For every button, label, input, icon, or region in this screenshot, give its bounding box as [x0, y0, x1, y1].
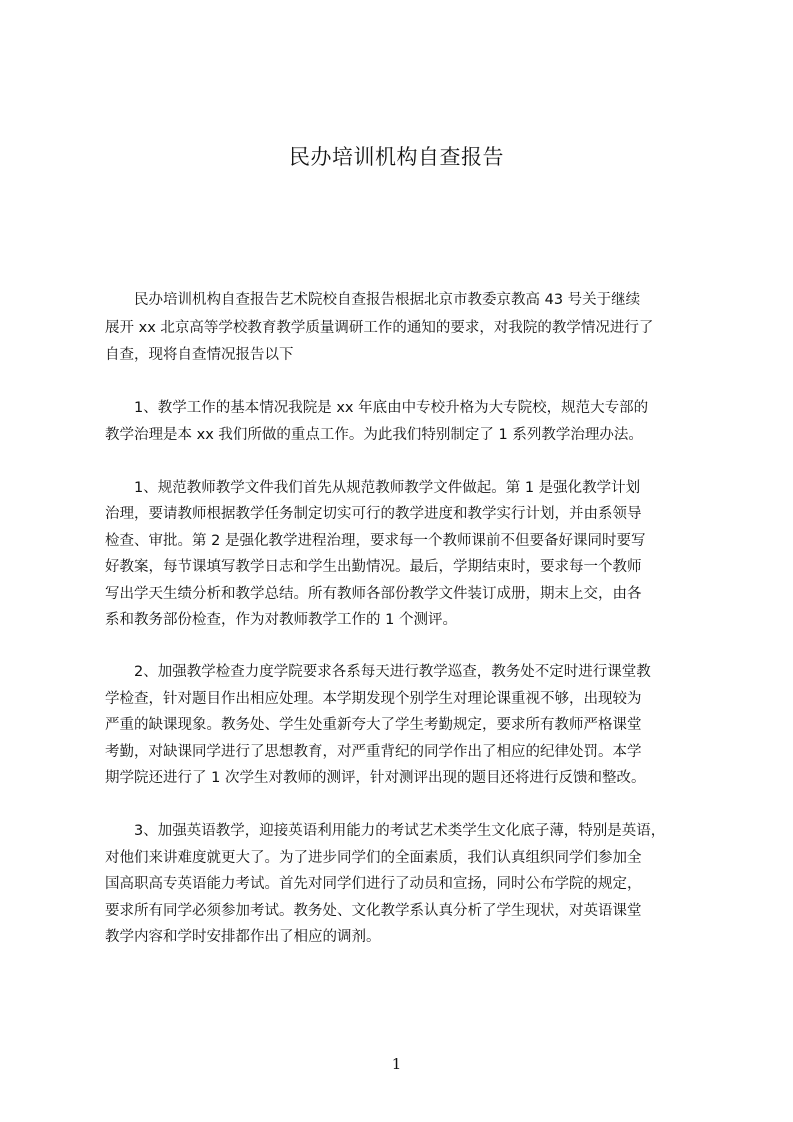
paragraph-1-line-3: 自查，现将自查情况报告以下 — [105, 347, 294, 363]
paragraph-2-line-2: 教学治理是本 xx 我们所做的重点工作。为此我们特别制定了 1 系列教学治理办法。 — [105, 427, 643, 443]
document-title: 民办培训机构自查报告 — [289, 145, 504, 169]
paragraph-1-line-1: 民办培训机构自查报告艺术院校自查报告根据北京市教委京教高 43 号关于继续 — [105, 292, 641, 308]
paragraph-5-line-3: 国高职高专英语能力考试。首先对同学们进行了动员和宣扬，同时公布学院的规定， — [105, 876, 642, 892]
paragraph-4-line-5: 期学院还进行了 1 次学生对教师的测评，针对测评出现的题目还将进行反馈和整改。 — [105, 770, 646, 786]
paragraph-1-line-2: 展开 xx 北京高等学校教育教学质量调研工作的通知的要求，对我院的教学情况进行了 — [105, 320, 654, 336]
paragraph-3-line-4: 好教案，每节课填写教学日志和学生出勤情况。最后，学期结束时，要求每一个教师 — [105, 559, 642, 575]
paragraph-4-line-2: 学检查，针对题目作出相应处理。本学期发现个别学生对理论课重视不够，出现较为 — [105, 691, 642, 707]
paragraph-3-line-2: 治理，要请教师根据教学任务制定切实可行的教学进度和教学实行计划，并由系领导 — [105, 506, 642, 522]
paragraph-5-line-1: 3、加强英语教学，迎接英语利用能力的考试艺术类学生文化底子薄，特别是英语， — [105, 823, 666, 839]
paragraph-3-line-6: 系和教务部份检查，作为对教师教学工作的 1 个测评。 — [105, 612, 457, 628]
paragraph-4-line-3: 严重的缺课现象。教务处、学生处重新夸大了学生考勤规定，要求所有教师严格课堂 — [105, 717, 642, 733]
paragraph-5-line-5: 教学内容和学时安排都作出了相应的调剂。 — [105, 929, 381, 945]
paragraph-4-line-1: 2、加强教学检查力度学院要求各系每天进行教学巡查，教务处不定时进行课堂教 — [105, 664, 651, 680]
paragraph-3-line-5: 写出学天生绩分析和教学总结。所有教师各部份教学文件装订成册，期末上交，由各 — [105, 586, 642, 602]
paragraph-2-line-1: 1、教学工作的基本情况我院是 xx 年底由中专校升格为大专院校，规范大专部的 — [105, 400, 649, 416]
paragraph-3-line-1: 1、规范教师教学文件我们首先从规范教师教学文件做起。第 1 是强化教学计划 — [105, 480, 641, 496]
paragraph-5-line-2: 对他们来讲难度就更大了。为了进步同学们的全面素质，我们认真组织同学们参加全 — [105, 850, 642, 866]
page-number: 1 — [391, 1055, 402, 1073]
paragraph-5-line-4: 要求所有同学必须参加考试。教务处、文化教学系认真分析了学生现状，对英语课堂 — [105, 903, 642, 919]
paragraph-4-line-4: 考勤，对缺课同学进行了思想教育，对严重背纪的同学作出了相应的纪律处罚。本学 — [105, 744, 642, 760]
paragraph-3-line-3: 检查、审批。第 2 是强化教学进程治理，要求每一个教师课前不但要备好课同时要写 — [105, 533, 646, 549]
